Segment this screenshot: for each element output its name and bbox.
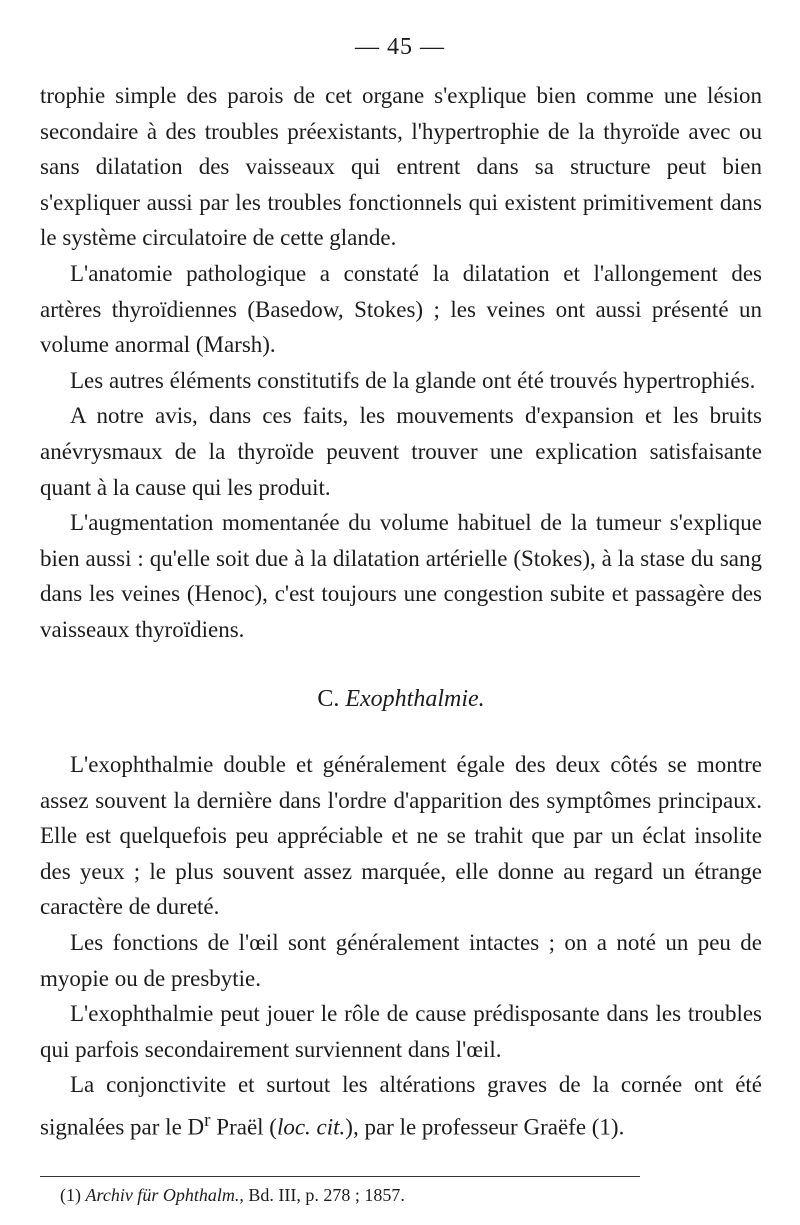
paragraph-conjunctivitis — [40, 1067, 762, 1145]
author-name: Praël ( — [210, 1114, 277, 1140]
footnote-marker: (1) — [60, 1185, 81, 1205]
footnote — [60, 1182, 760, 1208]
citation-loc: loc. cit. — [276, 1114, 346, 1140]
paragraph-opinion: A notre avis, dans ces faits, les mouvements d'expansion et les bruits anévrysmaux de la thyroïde peuvent trouver une explication satisfaisante quant à la cause qui les produit. — [40, 403, 762, 500]
paragraph-other-elements: Les autres éléments constitutifs de la glande ont été trouvés hypertrophiés. — [70, 367, 756, 393]
paragraph-continuation: trophie simple des parois de cet organe s'explique bien comme une lésion secondaire à des troubles préexistants, l'hypertrophie de la thyroïde avec ou sans dilatation des vaisseaux qui entrent dans sa structure peut bien s'expliquer aussi par les troubles fonctionnels qui existent primitivement dans le système circulatoire de cette glande. — [40, 83, 762, 251]
section-letter: C. — [317, 685, 340, 712]
paragraph-augmentation: L'augmentation momentanée du volume habituel de la tumeur s'explique bien aussi : qu'elle soit due à la dilatation artérielle (Stokes), à la stase du sang dans les veines (Henoc), c'est toujours une congestion subite et passagère des vaisseaux thyroïdiens. — [40, 510, 762, 642]
page-body — [40, 78, 762, 1145]
page-number: — 45 — — [355, 34, 445, 60]
paragraph-eye-functions: Les fonctions de l'œil sont généralement intactes ; on a noté un peu de myopie ou de presbytie. — [40, 930, 762, 991]
footnote-source: Archiv für Ophthalm. — [85, 1185, 240, 1205]
section-title: Exophthalmie. — [345, 685, 485, 712]
footnote-rule — [40, 1176, 640, 1177]
doctor-abbrev: r — [204, 1110, 211, 1132]
paragraph-anatomy: L'anatomie pathologique a constaté la dilatation et l'allongement des artères thyroïdiennes (Basedow, Stokes) ; les veines ont aussi présenté un volume anormal (Marsh). — [40, 260, 762, 358]
footnote-reference: , Bd. III, p. 278 ; 1857. — [239, 1185, 405, 1205]
paragraph-exophthalmie: L'exophthalmie double et généralement égale des deux côtés se montre assez souvent la dernière dans l'ordre d'apparition des symptômes principaux. Elle est quelquefois peu appréciable et ne se trahit que par un éclat insolite des yeux ; le plus souvent assez marquée, elle donne au regard un étrange caractère de dureté. — [40, 752, 762, 920]
conjunctivitis-text-end: ), par le professeur Graëfe (1). — [345, 1114, 625, 1140]
section-heading — [40, 682, 762, 718]
paragraph-predisposing-cause: L'exophthalmie peut jouer le rôle de cause prédisposante dans les troubles qui parfois secondairement surviennent dans l'œil. — [40, 1001, 762, 1062]
conjunctivitis-text: La conjonctivite et surtout les altérations graves de la cornée ont été signalées par le D — [40, 1072, 762, 1140]
